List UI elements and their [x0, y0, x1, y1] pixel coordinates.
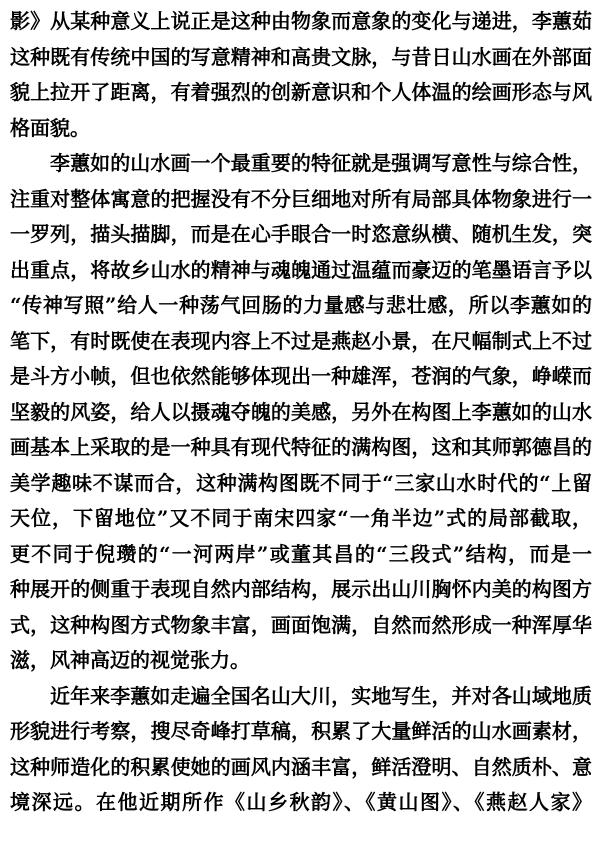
text-line: “传神写照”给人一种荡气回肠的力量感与悲壮感，所以李蕙如的: [10, 293, 592, 317]
text-line: 格面貌。: [10, 115, 90, 140]
text-line: 一罗列，描头描脚，而是在心手眼合一时恣意纵横、随机生发，突: [10, 222, 592, 246]
text-line: 貌上拉开了距离，有着强烈的创新意识和个人体温的绘画形态与风: [10, 80, 592, 104]
paragraph-2: [10, 146, 592, 679]
text-line: 李蕙如的山水画一个最重要的特征就是强调写意性与综合性，: [50, 151, 592, 175]
paragraph-3: [10, 679, 592, 821]
text-line: 出重点，将故乡山水的精神与魂魄通过温蕴而豪迈的笔墨语言予以: [10, 257, 592, 282]
text-line: 注重对整体寓意的把握没有不分巨细地对所有局部具体物象进行一: [10, 186, 592, 211]
text-line: 种展开的侧重于表现自然内部结构，展示出山川胸怀内美的构图方: [10, 577, 592, 601]
text-line: 这种既有传统中国的写意精神和高贵文脉，与昔日山水画在外部面: [10, 44, 592, 69]
text-line: 近年来李蕙如走遍全国名山大川，实地写生，并对各山域地质: [50, 683, 592, 708]
paragraph-1: [10, 4, 592, 146]
text-line: 更不同于倪瓒的“一河两岸”或董其昌的“三段式”结构，而是一: [10, 541, 592, 566]
text-line: 境深远。在他近期所作《山乡秋韵》、《黄山图》、《燕赵人家》: [10, 790, 592, 814]
text-line: 画基本上采取的是一种具有现代特征的满构图，这和其师郭德昌的: [10, 435, 592, 459]
text-line: 坚毅的风姿，给人以摄魂夺魄的美感，另外在构图上李蕙如的山水: [10, 399, 592, 424]
text-line: 天位，下留地位”又不同于南宋四家“一角半边”式的局部截取，: [10, 506, 592, 530]
text-line: 笔下，有时既使在表现内容上不过是燕赵小景，在尺幅制式上不过: [10, 328, 592, 353]
text-line: 美学趣味不谋而合，这种满构图既不同于“三家山水时代的“上留: [10, 470, 592, 495]
text-line: 影》从某种意义上说正是这种由物象而意象的变化与递进，李蕙茹: [10, 9, 592, 33]
text-line: 是斗方小帧，但也依然能够体现出一种雄浑，苍润的气象，峥嵘而: [10, 364, 592, 388]
text-line: 滋，风神高迈的视觉张力。: [10, 648, 250, 672]
text-line: 形貌进行考察，搜尽奇峰打草稿，积累了大量鲜活的山水画素材，: [10, 719, 592, 743]
text-line: 式，这种构图方式物象丰富，画面饱满，自然而然形成一种浑厚华: [10, 612, 592, 637]
text-line: 这种师造化的积累使她的画风内涵丰富，鲜活澄明、自然质朴、意: [10, 754, 592, 779]
